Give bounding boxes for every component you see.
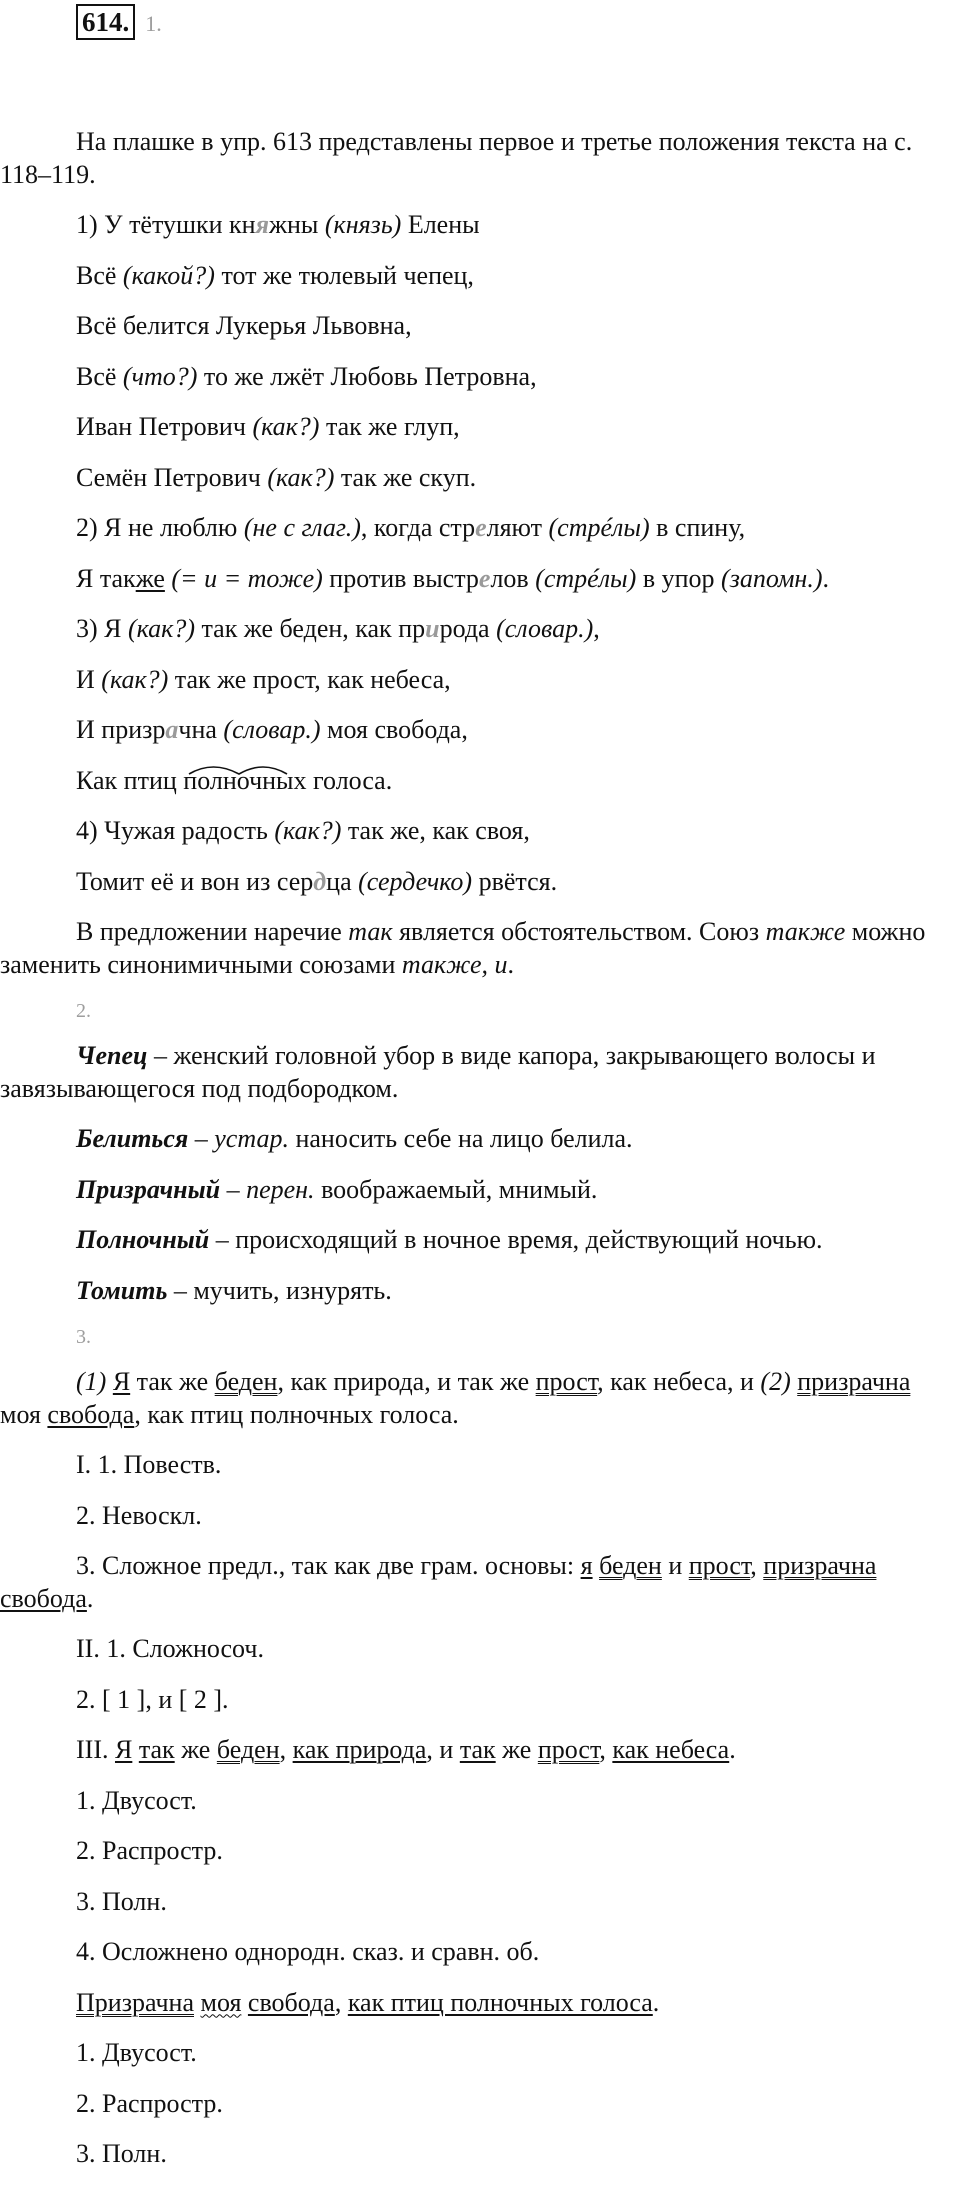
section-2-label: 2.: [76, 1000, 91, 1022]
poem-line-1: 1) У тётушки княжны (князь) Елены: [76, 210, 480, 239]
poem-line-2: Всё (какой?) тот же тюлевый чепец,: [76, 260, 474, 290]
poem-line-13: 4) Чужая радость (как?) так же, как своя,: [76, 816, 530, 845]
analysis-a2: 2. Распростр.: [76, 1836, 223, 1865]
section-1-label: 1.: [145, 11, 162, 36]
poem-line-3: Всё белится Лукерья Львовна,: [76, 311, 412, 340]
poem-line-6: Семён Петрович (как?) так же скуп.: [76, 462, 477, 492]
section-3-label: 3.: [76, 1326, 91, 1348]
definition-chepets: Чепец – женский головной убор в виде капора, закрывающего волосы и завязывающегося под подбородком.: [0, 1041, 876, 1103]
root-arc-icon: [183, 762, 293, 776]
analysis-ii2: 2. [ 1 ], и [ 2 ].: [76, 1684, 229, 1714]
analysis-i3: 3. Сложное предл., так как две грам. основы: я беден и прост, призрачна свобода.: [0, 1551, 877, 1613]
definition-prizrachny: Призрачный – перен. воображаемый, мнимый.: [76, 1174, 598, 1204]
definition-polnochny: Полночный – происходящий в ночное время, действующий ночью.: [76, 1225, 823, 1254]
answer-text: [0, 126, 956, 2189]
analysis-a1: 1. Двусост.: [76, 1785, 197, 1815]
definition-belitsya: Белиться – устар. наносить себе на лицо белила.: [76, 1124, 633, 1153]
poem-line-9: 3) Я (как?) так же беден, как природа (словар.),: [76, 614, 600, 643]
poem-line-10: И (как?) так же прост, как небеса,: [76, 664, 451, 694]
poem-line-12: Как птиц полночных голоса.: [0, 765, 956, 798]
exercise-number: 614.: [76, 4, 135, 40]
poem-line-4: Всё (что?) то же лжёт Любовь Петровна,: [76, 361, 537, 391]
poem-line-7: 2) Я не люблю (не с глаг.), когда стреляют (стрéлы) в спину,: [76, 513, 746, 542]
analysis-i2: 2. Невоскл.: [76, 1500, 202, 1530]
poem-line-5: Иван Петрович (как?) так же глуп,: [76, 412, 460, 441]
parsed-sentence: (1) Я так же беден, как природа, и так же прост, как небеса, и (2) призрачна моя свобода, как птиц полночных голоса.: [0, 1367, 911, 1429]
exercise-header: [76, 4, 162, 38]
analysis-a3: 3. Полн.: [76, 1886, 167, 1916]
analysis-ii1: II. 1. Сложносоч.: [76, 1634, 264, 1663]
conclusion-paragraph: В предложении наречие так является обстоятельством. Союз также можно заменить синонимичными союзами также, и.: [0, 917, 926, 979]
poem-line-8: Я также (= и = тоже) против выстрелов (стрéлы) в упор (запомн.).: [76, 563, 829, 593]
analysis-i1: I. 1. Повеств.: [76, 1450, 222, 1479]
intro-paragraph: На плашке в упр. 613 представлены первое и третье положения текста на с. 118–119.: [0, 127, 913, 189]
analysis-b2: 2. Распростр.: [76, 2088, 223, 2118]
analysis-a4: 4. Осложнено однородн. сказ. и сравн. об.: [76, 1937, 540, 1966]
morpheme-arc-word: полночных: [183, 766, 306, 795]
definition-tomit: Томить – мучить, изнурять.: [76, 1275, 392, 1305]
analysis-b1: 1. Двусост.: [76, 2038, 197, 2067]
analysis-b3: 3. Полн.: [76, 2139, 167, 2168]
analysis-part-2: Призрачна моя свобода, как птиц полночных голоса.: [76, 1987, 660, 2017]
poem-line-11: И призрачна (словар.) моя свобода,: [76, 715, 468, 744]
analysis-iii: III. Я так же беден, как природа, и так же прост, как небеса.: [76, 1735, 736, 1764]
poem-line-14: Томит её и вон из сердца (сердечко) рвётся.: [76, 866, 558, 896]
